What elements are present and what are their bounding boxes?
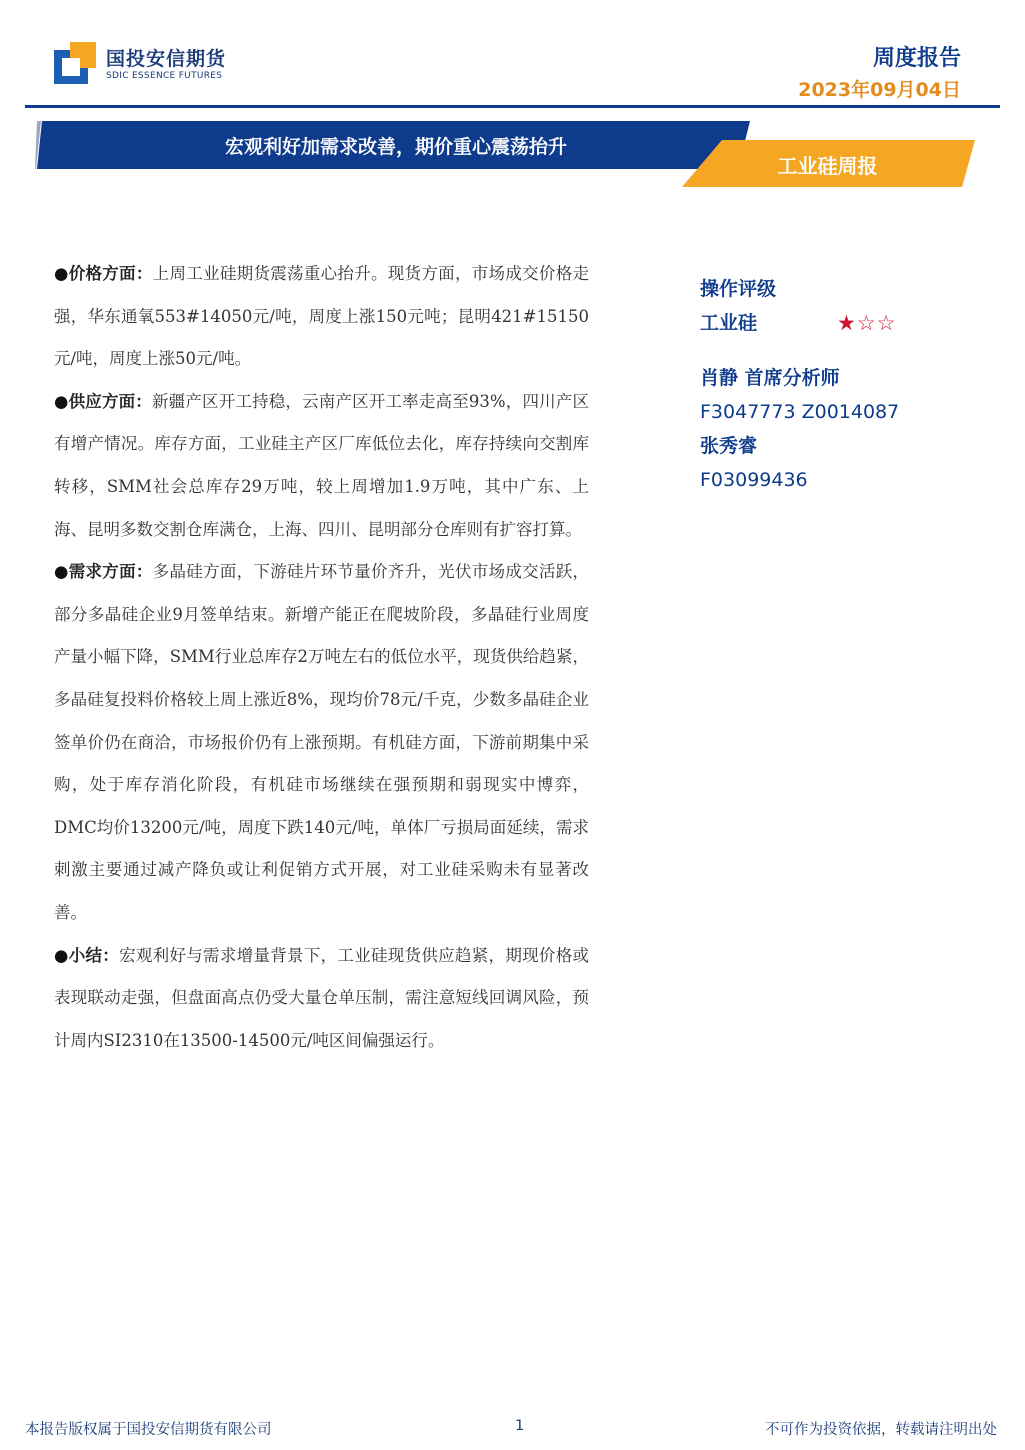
paragraph-label: 价格方面： <box>68 264 153 283</box>
supply-paragraph <box>54 381 589 551</box>
page-footer <box>25 1418 1000 1438</box>
company-logo <box>54 40 234 86</box>
paragraph-label: 供应方面： <box>68 391 152 411</box>
page-number: 1 <box>515 1418 525 1434</box>
bullet-icon: ● <box>54 264 69 283</box>
paragraph-label: 小结： <box>68 945 120 965</box>
rating-stars-icon: ★☆☆ <box>837 311 897 335</box>
report-title: 宏观利好加需求改善，期价重心震荡抬升 <box>224 136 567 158</box>
bullet-icon: ● <box>54 945 69 965</box>
report-body <box>54 253 589 1062</box>
paragraph-text: 新疆产区开工持稳，云南产区开工率走高至93%，四川产区有增产情况。库存方面，工业硅主产区厂库低位去化，库存持续向交割库转移，SMM社会总库存29万吨，较上周增加1.9万吨，其中广东、上海、昆明多数交割仓库满仓，上海、四川、昆明部分仓库则有扩容打算。 <box>54 391 589 539</box>
analyst-license: F3047773 Z0014087 <box>700 401 900 423</box>
rating-product: 工业硅 <box>700 312 758 334</box>
rating-row <box>700 306 1000 340</box>
footer-disclaimer: 不可作为投资依据，转载请注明出处 <box>765 1422 997 1438</box>
footer-copyright: 本报告版权属于国投安信期货有限公司 <box>25 1422 272 1438</box>
paragraph-text: 宏观利好与需求增量背景下，工业硅现货供应趋紧，期现价格或表现联动走强，但盘面高点仍受大量仓单压制，需注意短线回调风险，预计周内SI2310在13500-14500元/吨区间偏强运行。 <box>54 945 590 1050</box>
analyst-license: F03099436 <box>700 469 808 491</box>
analyst-name: 肖静 首席分析师 <box>700 367 840 389</box>
sidebar <box>700 272 1000 497</box>
price-paragraph <box>54 253 589 381</box>
bullet-icon: ● <box>54 562 69 582</box>
summary-paragraph <box>54 935 589 1063</box>
logo-text-cn: 国投安信期货 <box>106 48 227 70</box>
paragraph-text: 上周工业硅期货震荡重心抬升。现货方面，市场成交价格走强，华东通氧553#14050元/吨，周度上涨150元吨；昆明421#15150元/吨，周度上涨50元/吨。 <box>54 264 590 369</box>
bullet-icon: ● <box>54 391 69 411</box>
header-divider <box>25 105 1000 108</box>
rating-heading: 操作评级 <box>700 278 777 300</box>
report-date: 2023年09月04日 <box>798 79 961 101</box>
report-category-tag: 工业硅周报 <box>777 154 878 178</box>
paragraph-text: 多晶硅方面，下游硅片环节量价齐升，光伏市场成交活跃，部分多晶硅企业9月签单结束。新增产能正在爬坡阶段，多晶硅行业周度产量小幅下降，SMM行业总库存2万吨左右的低位水平，现货供给趋紧，多晶硅复投料价格较上周上涨近8%，现均价78元/千克，少数多晶硅企业签单价仍在商洽，市场报价仍有上涨预期。有机硅方面，下游前期集中采购，处于库存消化阶段，有机硅市场继续在强预期和弱现实中博弈，DMC均价13200元/吨，周度下跌140元/吨，单体厂亏损局面延续，需求刺激主要通过减产降负或让利促销方式开展，对工业硅采购未有显著改善。 <box>54 562 590 922</box>
analyst-name: 张秀睿 <box>700 435 758 457</box>
logo-text-en: SDIC ESSENCE FUTURES <box>106 71 223 81</box>
logo-mark-icon <box>54 42 96 84</box>
report-type: 周度报告 <box>872 46 961 71</box>
paragraph-label: 需求方面： <box>68 562 153 582</box>
demand-paragraph <box>54 551 589 934</box>
